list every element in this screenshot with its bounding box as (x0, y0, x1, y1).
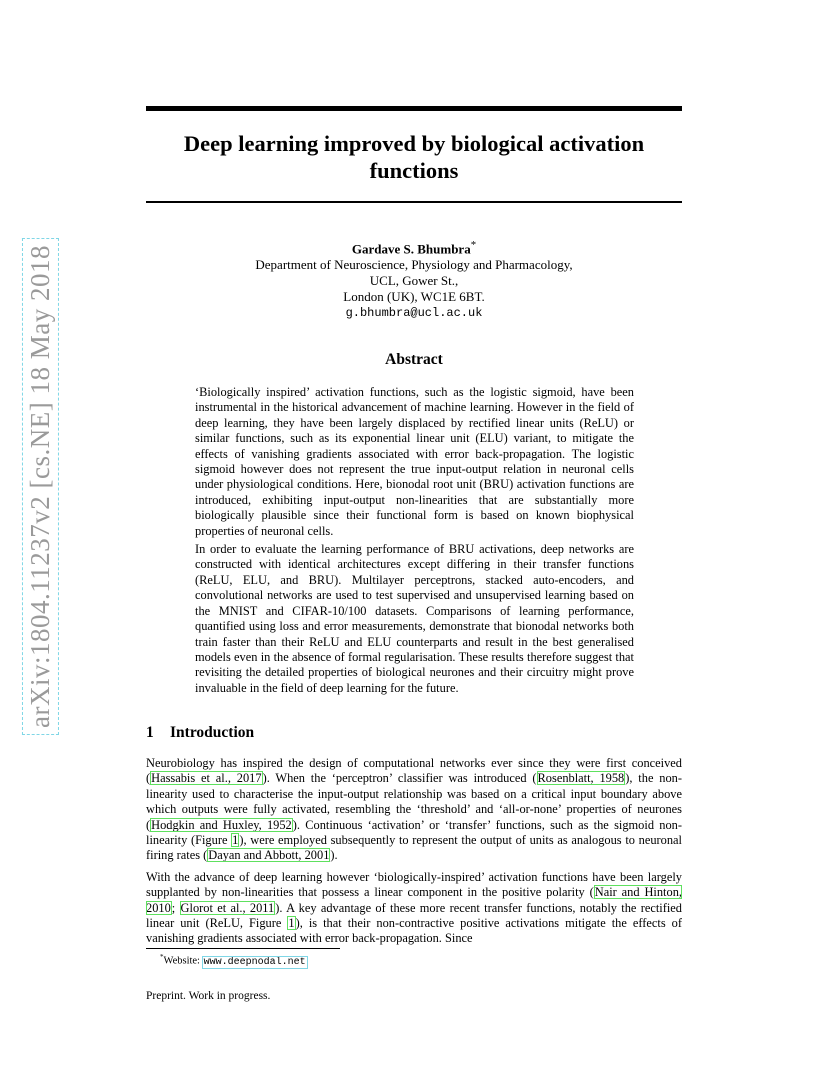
intro-p2-text-3: ). A key advantage of these more recent transfer functions, notably the rectified linear unit (ReLU, Figure (146, 900, 683, 931)
intro-p2-text-1: With the advance of deep learning however ‘biologically-inspired’ activation functions have been largely supplanted by non-linearities that possess a linear component in the positive polarity ( (146, 869, 682, 900)
citation-link[interactable]: Hodgkin and Huxley, 1952 (151, 817, 292, 832)
author-name-line (146, 237, 682, 257)
preprint-note: Preprint. Work in progress. (146, 990, 271, 1002)
citation-link[interactable]: Dayan and Abbott, 2001 (208, 848, 330, 863)
citation-link[interactable]: Nair and Hinton, 2010 (146, 885, 682, 915)
intro-p2-text-2: ; (171, 900, 180, 915)
citation-link[interactable]: Glorot et al., 2011 (180, 900, 275, 915)
figure-reference-link[interactable]: 1 (288, 916, 295, 931)
footnote-rule (146, 948, 340, 949)
intro-p1-text-5: ), were employed subsequently to represent the output of units as analogous to neuronal firing rates ( (146, 833, 682, 863)
intro-p1-text-6: ). (330, 848, 338, 863)
section-heading-introduction (146, 724, 254, 742)
section-title: Introduction (170, 724, 255, 741)
author-email: g.bhumbra@ucl.ac.uk (345, 306, 483, 321)
figure-reference-link[interactable]: 1 (232, 833, 239, 848)
arxiv-identifier[interactable]: arXiv:1804.11237v2 [cs.NE] 18 May 2018 (22, 238, 59, 735)
intro-p2-text-4: ), is that their non-contractive positive activations mitigate the effects of vanishing gradients associated with error back-propagation. Since (146, 916, 682, 946)
intro-p1-text-3: ), the non-linearity used to characterise the input-output relationship was based on a critical input boundary above which outputs were fully activated, resembling the ‘threshold’ and ‘all-or-none’ properties of neurones ( (146, 771, 682, 832)
section-number: 1 (146, 724, 154, 741)
affiliation-line-1: Department of Neuroscience, Physiology and Pharmacology, (255, 257, 573, 273)
title-top-rule (146, 106, 682, 111)
title-bottom-rule (146, 201, 682, 203)
author-footnote-marker: * (470, 239, 477, 251)
citation-link[interactable]: Hassabis et al., 2017 (151, 771, 262, 786)
author-block (146, 237, 682, 321)
citation-link[interactable]: Rosenblatt, 1958 (537, 771, 625, 786)
footnote (160, 953, 307, 968)
abstract-heading: Abstract (385, 351, 443, 368)
affiliation-line-3: London (UK), WC1E 6BT. (343, 289, 485, 305)
introduction-paragraph-2 (146, 870, 682, 947)
intro-p1-text-4: ). Continuous ‘activation’ or ‘transfer’ functions, such as the sigmoid non-linearity (Figure (146, 817, 682, 848)
footnote-label: Website: (163, 955, 203, 967)
arxiv-stamp[interactable] (18, 240, 62, 732)
abstract-paragraph-2: In order to evaluate the learning performance of BRU activations, deep networks are constructed with identical architectures except differing in their transfer functions (ReLU, ELU, and BRU). Multilayer perceptrons, stacked auto-encoders, and convolutional networks are used to test supervised and unsupervised learning based on the MNIST and CIFAR-10/100 datasets. Comparisons of learning performance, quantified using loss and error measurements, demonstrate that bionodal networks both train faster than their ReLU and ELU counterparts and result in the best generalised models even in the absence of formal regularisation. These results therefore suggest that revisiting the detailed properties of biological neurones and their circuitry might prove invaluable in the field of deep learning for the future. (195, 542, 634, 695)
intro-p1-text-2: ). When the ‘perceptron’ classifier was introduced ( (262, 771, 537, 786)
introduction-body (146, 756, 682, 953)
introduction-paragraph-1 (146, 756, 682, 864)
abstract-body (195, 385, 634, 699)
intro-p1-text-1: Neurobiology has inspired the design of computational networks ever since they were first conceived ( (146, 756, 682, 786)
paper-title: Deep learning improved by biological activation functions (183, 131, 645, 183)
website-link[interactable]: www.deepnodal.net (203, 956, 306, 968)
affiliation-line-2: UCL, Gower St., (369, 273, 459, 289)
footnote-marker: * (160, 953, 164, 961)
abstract-paragraph-1: ‘Biologically inspired’ activation functions, such as the logistic sigmoid, have been instrumental in the historical advancement of machine learning. However in the field of deep learning, they have been largely displaced by rectified linear units (ReLU) or similar functions, such as its exponential linear unit (ELU) variant, to mitigate the effects of vanishing gradients associated with error back-propagation. The logistic sigmoid however does not represent the true input-output relation in neuronal cells under physiological conditions. Here, bionodal root unit (BRU) activation functions are introduced, exhibiting input-output non-linearities that are substantially more biologically plausible since their functional form is based on known biophysical properties of neuronal cells. (195, 385, 634, 538)
author-name: Gardave S. Bhumbra (351, 241, 471, 257)
